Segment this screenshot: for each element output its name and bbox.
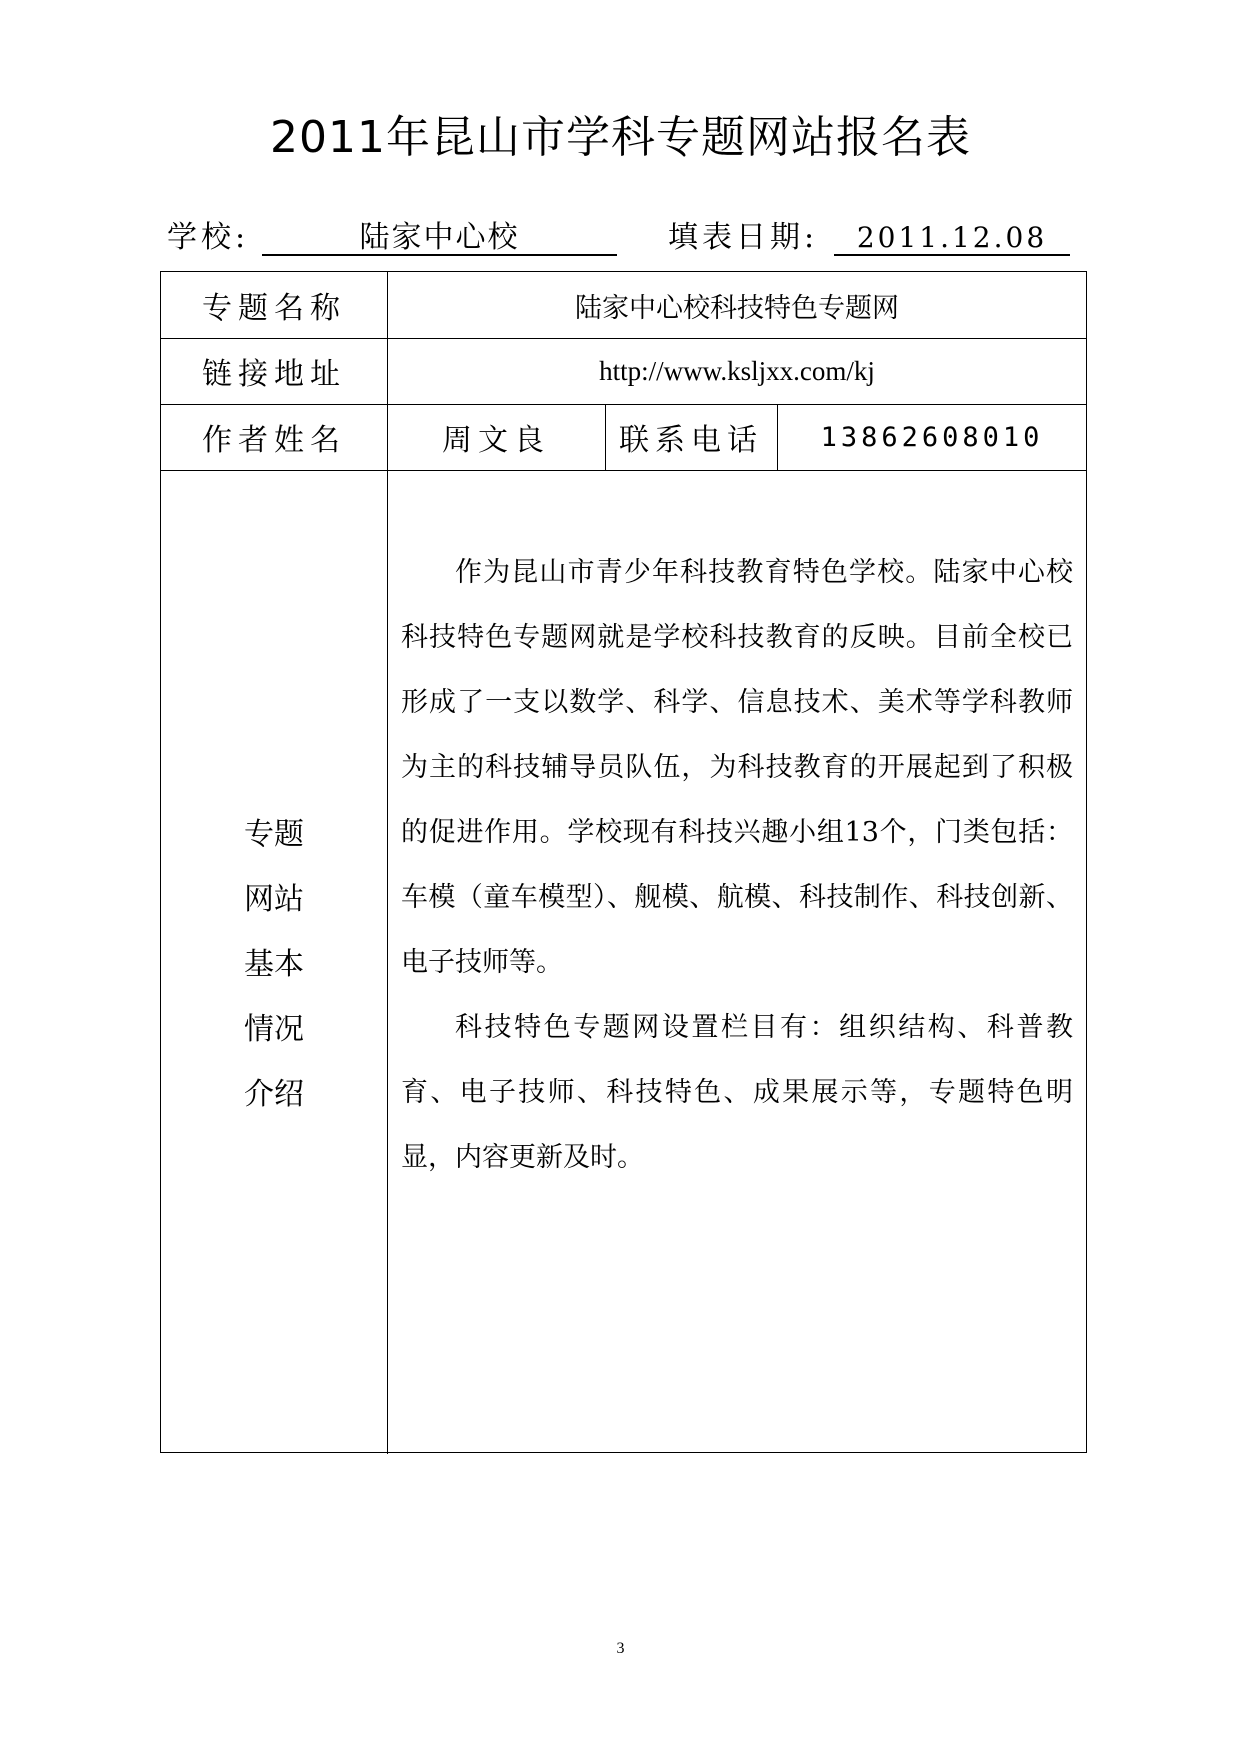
intro-label-line: 网站	[244, 882, 304, 917]
intro-label-line: 情况	[244, 1012, 304, 1047]
author-label: 作者姓名	[202, 423, 346, 458]
date-value: 2011.12.08	[834, 216, 1070, 256]
date-label: 填表日期:	[668, 220, 819, 255]
phone-value: 13862608010	[820, 421, 1044, 453]
topic-name-value: 陆家中心校科技特色专题网	[575, 292, 899, 324]
intro-label-line: 介绍	[244, 1077, 304, 1112]
intro-paragraph: 作为昆山市青少年科技教育特色学校。陆家中心校科技特色专题网就是学校科技教育的反映。目前全校已形成了一支以数学、科学、信息技术、美术等学科教师为主的科技辅导员队伍，为科技教育的开展起到了积极的促进作用。学校现有科技兴趣小组13个，门类包括：车模（童车模型）、舰模、航模、科技制作、科技创新、电子技师等。	[401, 557, 1073, 978]
page-number: 3	[616, 1640, 625, 1657]
topic-name-label: 专题名称	[202, 291, 346, 326]
intro-body	[401, 540, 1073, 1190]
phone-label: 联系电话	[619, 423, 763, 458]
link-label: 链接地址	[202, 357, 346, 392]
intro-label-line: 基本	[244, 947, 304, 982]
link-value: http://www.ksljxx.com/kj	[599, 355, 875, 386]
registration-table	[160, 271, 1087, 1453]
intro-row	[161, 470, 1086, 1454]
document-title: 2011年昆山市学科专题网站报名表	[270, 112, 971, 163]
intro-label-line: 专题	[244, 817, 304, 852]
intro-paragraph: 科技特色专题网设置栏目有：组织结构、科普教育、电子技师、科技特色、成果展示等，专题特色明显，内容更新及时。	[401, 1012, 1073, 1173]
school-value: 陆家中心校	[262, 216, 617, 256]
author-value: 周文良	[442, 423, 550, 458]
school-label: 学校:	[167, 220, 250, 255]
